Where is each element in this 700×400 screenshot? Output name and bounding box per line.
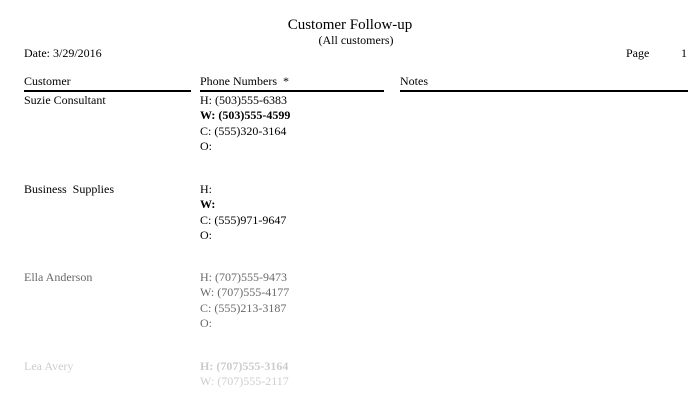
customer-phones	[200, 93, 290, 154]
phone-cell: C: (555)213-3187	[200, 300, 287, 315]
customer-name: Business Supplies	[24, 182, 115, 196]
column-header-notes	[400, 74, 428, 88]
column-header-customer	[24, 74, 71, 88]
phone-cell: C: (555)320-3164	[200, 123, 287, 138]
phone-cell: C: (555)971-9647	[200, 212, 287, 227]
column-header-notes-label: Notes	[400, 74, 428, 88]
phone-other: O:	[200, 227, 212, 242]
column-header-customer-label: Customer	[24, 74, 71, 88]
phone-other: O:	[200, 138, 212, 153]
customer-name: Ella Anderson	[24, 270, 93, 284]
column-header-phones-rule	[200, 90, 384, 92]
customer-phones	[200, 359, 289, 390]
customer-phones	[200, 182, 286, 243]
report-title: Customer Follow-up	[287, 17, 413, 33]
column-header-phones	[200, 74, 289, 88]
page-number: 1	[681, 46, 687, 60]
customer-phones	[200, 270, 289, 331]
report-subtitle: (All customers)	[318, 33, 394, 47]
phone-work: W: (503)555-4599	[200, 108, 291, 123]
page-label: Page	[626, 46, 650, 60]
phone-home: H: (707)555-9473	[200, 270, 287, 284]
column-header-customer-rule	[24, 90, 191, 92]
customer-name: Lea Avery	[24, 359, 74, 373]
phone-home: H: (707)555-3164	[200, 359, 289, 373]
phone-work: W:	[200, 197, 216, 212]
customer-name: Suzie Consultant	[24, 93, 106, 107]
phone-home: H: (503)555-6383	[200, 93, 287, 107]
report-date: Date: 3/29/2016	[24, 46, 102, 60]
phone-work: W: (707)555-4177	[200, 285, 290, 300]
phone-other: O:	[200, 315, 212, 330]
phone-home: H:	[200, 182, 212, 196]
phone-work: W: (707)555-2117	[200, 374, 289, 389]
column-header-phones-label: Phone Numbers *	[200, 74, 289, 88]
column-header-notes-rule	[400, 90, 688, 92]
